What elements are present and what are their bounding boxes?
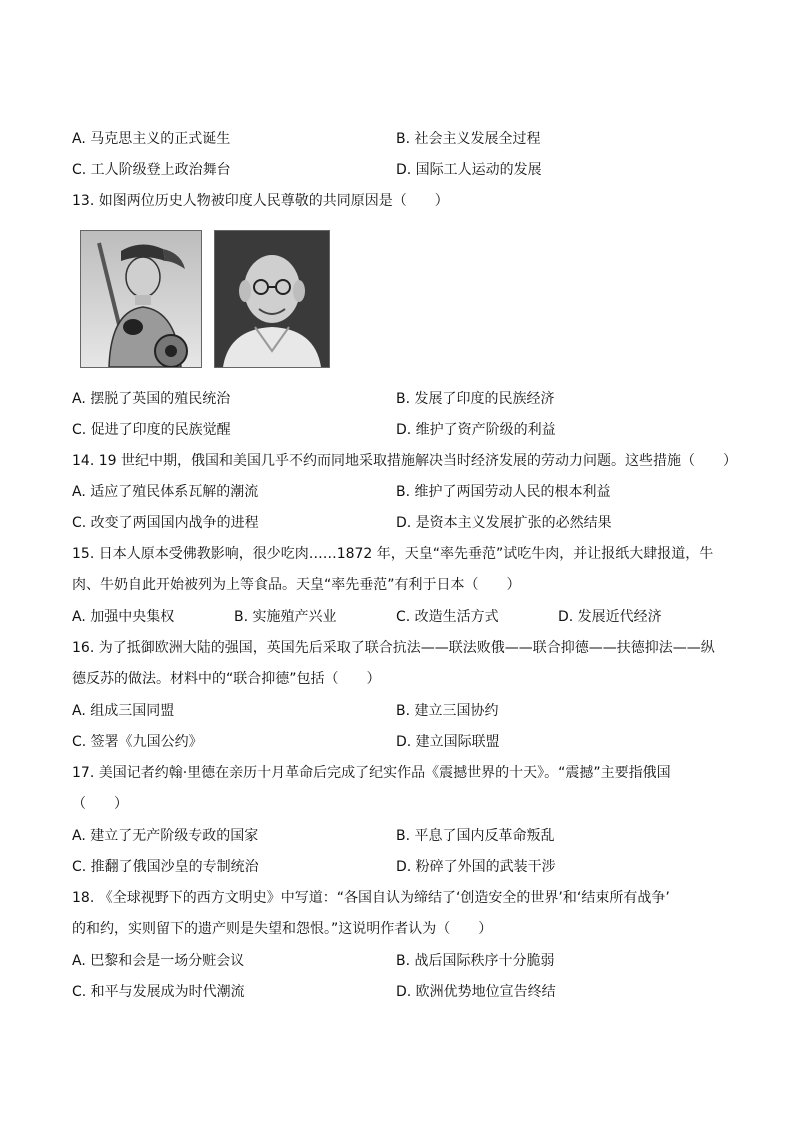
q14-options-row-1: [72, 483, 732, 501]
q16-option-a: A. 组成三国同盟: [72, 703, 175, 719]
q15-stem-line-2: 肉、牛奶自此开始被列为上等食品。天皇“率先垂范”有利于日本（ ）: [72, 577, 521, 593]
q16-option-d: D. 建立国际联盟: [396, 734, 500, 750]
q17-options-row-1: [72, 827, 732, 845]
q17-option-a: A. 建立了无产阶级专政的国家: [72, 828, 259, 844]
q13-options-row-2: [72, 421, 732, 439]
q13-options-row-1: [72, 390, 732, 408]
q16-stem-line-1: 16. 为了抵御欧洲大陆的强国，英国先后采取了联合抗法——联法败俄——联合抑德——扶德抑法——纵: [72, 640, 715, 656]
q12-options-row-1: [72, 130, 732, 148]
q15-option-a: A. 加强中央集权: [72, 609, 175, 625]
q14-option-a: A. 适应了殖民体系瓦解的潮流: [72, 484, 259, 500]
q17-options-row-2: [72, 858, 732, 876]
q16-options-row-1: [72, 702, 732, 720]
q17-stem-line-1: 17. 美国记者约翰·里德在亲历十月革命后完成了纪实作品《震撼世界的十天》。“震撼”主要指俄国: [72, 765, 671, 781]
q12-option-b: B. 社会主义发展全过程: [396, 131, 541, 147]
q12-option-a: A. 马克思主义的正式诞生: [72, 131, 231, 147]
q14-options-row-2: [72, 514, 732, 532]
q18-option-b: B. 战后国际秩序十分脆弱: [396, 953, 555, 969]
q15-stem-line-1: 15. 日本人原本受佛教影响，很少吃肉……1872 年，天皇“率先垂范”试吃牛肉，并让报纸大肆报道，牛: [72, 546, 714, 562]
q14-option-b: B. 维护了两国劳动人民的根本利益: [396, 484, 611, 500]
q12-options-row-2: [72, 161, 732, 179]
q12-option-c: C. 工人阶级登上政治舞台: [72, 162, 231, 178]
q13-option-a: A. 摆脱了英国的殖民统治: [72, 391, 231, 407]
q16-option-b: B. 建立三国协约: [396, 703, 499, 719]
q14-option-d: D. 是资本主义发展扩张的必然结果: [396, 515, 612, 531]
q14-option-c: C. 改变了两国国内战争的进程: [72, 515, 259, 531]
q12-option-d: D. 国际工人运动的发展: [396, 162, 542, 178]
q15-option-c: C. 改造生活方式: [396, 609, 499, 625]
q13-option-d: D. 维护了资产阶级的利益: [396, 422, 556, 438]
portrait-warrior-icon: [80, 230, 202, 368]
q15-option-d: D. 发展近代经济: [558, 609, 662, 625]
q13-stem: 13. 如图两位历史人物被印度人民尊敬的共同原因是（ ）: [72, 193, 449, 209]
q13-option-c: C. 促进了印度的民族觉醒: [72, 422, 231, 438]
q17-stem-line-2: （ ）: [72, 796, 128, 812]
q16-option-c: C. 签署《九国公约》: [72, 734, 203, 750]
q17-option-d: D. 粉碎了外国的武装干涉: [396, 859, 556, 875]
q17-option-b: B. 平息了国内反革命叛乱: [396, 828, 555, 844]
q18-option-d: D. 欧洲优势地位宣告终结: [396, 984, 556, 1000]
q18-stem-line-1: 18. 《全球视野下的西方文明史》中写道：“各国自认为缔结了‘创造安全的世界’和‘结束所有战争’: [72, 890, 670, 906]
q18-option-c: C. 和平与发展成为时代潮流: [72, 984, 245, 1000]
q18-option-a: A. 巴黎和会是一场分赃会议: [72, 953, 245, 969]
q17-option-c: C. 推翻了俄国沙皇的专制统治: [72, 859, 259, 875]
q18-options-row-1: [72, 952, 732, 970]
q14-stem: 14. 19 世纪中期，俄国和美国几乎不约而同地采取措施解决当时经济发展的劳动力问题。这些措施（ ）: [72, 453, 737, 469]
q15-option-b: B. 实施殖产兴业: [234, 609, 337, 625]
q18-options-row-2: [72, 983, 732, 1001]
q16-options-row-2: [72, 733, 732, 751]
q18-stem-line-2: 的和约，实则留下的遗产则是失望和怨恨。”这说明作者认为（ ）: [72, 921, 493, 937]
q15-options-row: [72, 608, 732, 626]
q13-option-b: B. 发展了印度的民族经济: [396, 391, 555, 407]
q16-stem-line-2: 德反苏的做法。材料中的“联合抑德”包括（ ）: [72, 671, 381, 687]
portrait-elder-icon: [214, 230, 330, 368]
